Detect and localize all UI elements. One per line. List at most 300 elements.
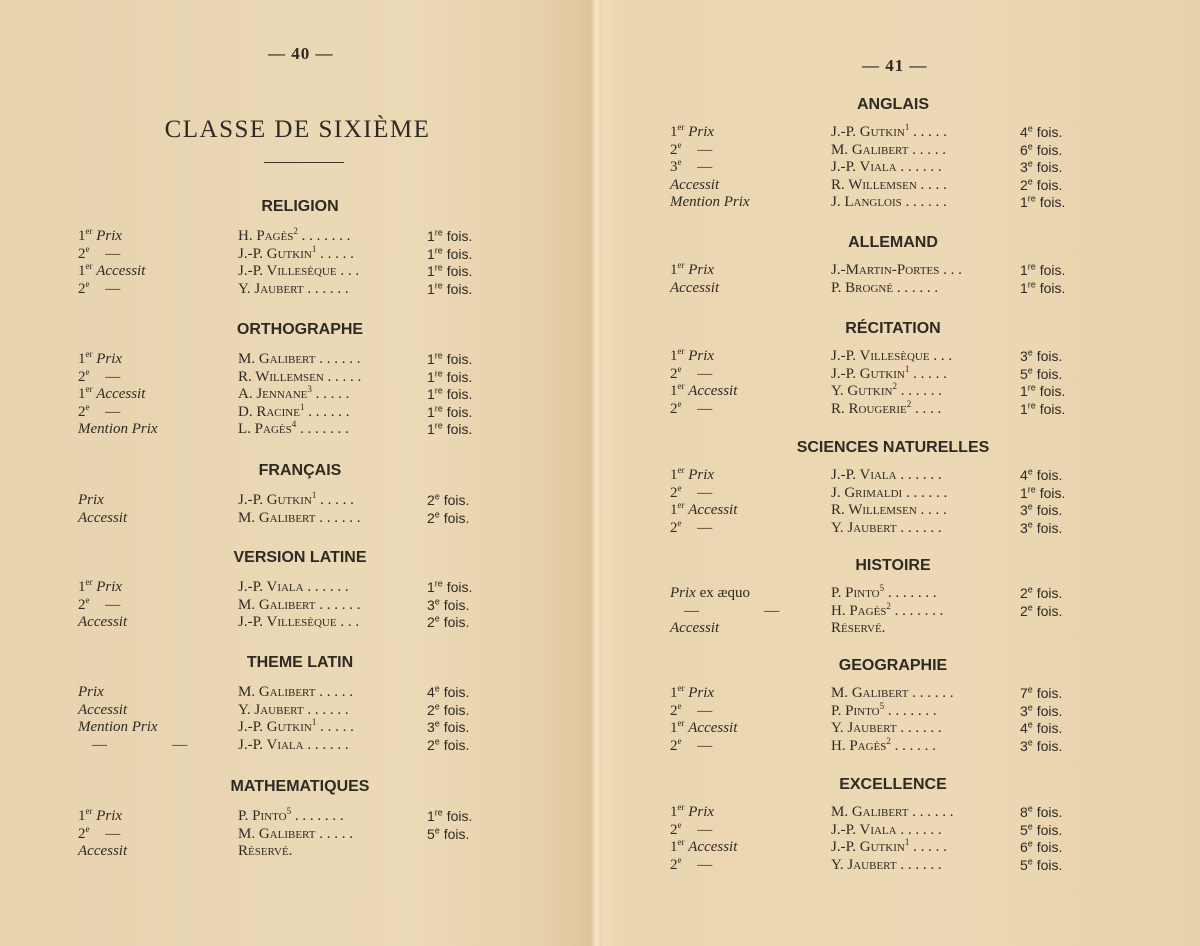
prize-row: [78, 596, 497, 614]
footnote-ref: 3: [307, 384, 312, 394]
laureate-name: [831, 261, 962, 279]
section-heading: FRANÇAIS: [258, 462, 342, 479]
prize-row: [670, 719, 1090, 737]
prize-rank: [78, 807, 122, 825]
times-suffix: e: [434, 508, 440, 519]
laureate-name: [831, 158, 942, 176]
rank-label: Accessit: [78, 701, 128, 718]
footnote-ref: 2: [293, 226, 298, 236]
laureate-name-text: J.-P. Villesèque: [238, 263, 337, 279]
laureate-name: [238, 842, 292, 860]
rank-suffix: e: [677, 139, 682, 150]
times-suffix: e: [434, 613, 440, 624]
laureate-name-text: R. Willemsen: [831, 176, 917, 193]
laureate-name-text: J.-P. Viala: [238, 736, 304, 753]
times-suffix: re: [1027, 382, 1036, 393]
times-label: fois.: [446, 386, 473, 402]
prize-rank: [670, 702, 712, 720]
rank-label: —: [697, 821, 713, 838]
prize-row: [78, 368, 497, 386]
times-awarded: [1020, 123, 1062, 141]
times-awarded: [427, 368, 472, 386]
times-number: 5: [1020, 365, 1028, 382]
rank-number: 2: [670, 737, 678, 754]
laureate-name-text: J.-P. Gutkin: [238, 245, 312, 262]
times-label: fois.: [1036, 685, 1063, 701]
times-awarded: [1020, 193, 1065, 211]
rank-label: —: [105, 368, 121, 385]
prize-rank: [670, 176, 719, 194]
times-number: 1: [427, 808, 435, 824]
times-suffix: e: [1027, 140, 1033, 151]
laureate-name: [831, 400, 941, 418]
times-suffix: e: [1027, 820, 1033, 831]
times-awarded: [1020, 365, 1062, 383]
prize-rank: [78, 403, 120, 421]
laureate-name-text: J.-P. Gutkin: [831, 365, 905, 382]
dot-leader: . . . . . .: [900, 720, 942, 736]
times-suffix: e: [1027, 364, 1033, 375]
dot-leader: . . . . . . .: [887, 585, 937, 601]
rank-number: 2: [670, 519, 678, 536]
laureate-name: [238, 736, 349, 754]
prize-rank: [670, 484, 712, 502]
times-suffix: e: [434, 491, 440, 502]
rank-number: 1: [78, 228, 86, 244]
laureate-name-text: M. Galibert: [831, 685, 909, 701]
prize-row: [78, 578, 497, 596]
footnote-ref: 1: [904, 122, 910, 132]
times-label: fois.: [446, 403, 473, 420]
laureate-name: [831, 141, 946, 159]
prize-row: [78, 842, 497, 860]
times-suffix: re: [1027, 399, 1036, 410]
times-number: 3: [1020, 502, 1028, 518]
dot-leader: . . . . . .: [307, 701, 349, 718]
rank-suffix: e: [677, 157, 682, 167]
prize-row: [670, 484, 1090, 502]
times-awarded: [427, 578, 472, 596]
dot-leader: . . . . . . .: [301, 228, 351, 244]
laureate-name-text: M. Galibert: [238, 684, 316, 700]
prize-row: [670, 702, 1090, 720]
dot-leader: . . . . . .: [308, 403, 350, 420]
rank-number: 1: [670, 685, 678, 701]
laureate-name-text: J.-P. Gutkin: [238, 492, 312, 508]
prize-row: [670, 123, 1090, 141]
rank-label: Prix: [96, 228, 123, 244]
laureate-name-text: D. Racine: [238, 403, 300, 420]
laureate-name: [238, 350, 360, 368]
times-label: fois.: [1039, 400, 1066, 417]
times-number: 1: [427, 403, 435, 420]
times-label: fois.: [446, 228, 473, 244]
laureate-name-text: M. Galibert: [831, 804, 909, 820]
times-label: fois.: [1036, 124, 1063, 140]
prize-row: [670, 684, 1090, 702]
times-awarded: [427, 825, 469, 843]
dot-leader: . . .: [340, 614, 360, 630]
laureate-name-text: Y. Jaubert: [831, 720, 897, 736]
times-number: 1: [427, 579, 435, 595]
prize-rank: [78, 683, 104, 701]
title-rule: [264, 162, 344, 163]
rank-number: 1: [78, 579, 86, 595]
rank-suffix: er: [677, 802, 685, 812]
times-awarded: [1020, 838, 1062, 856]
rank-suffix: er: [677, 718, 685, 728]
laureate-name-text: M. Galibert: [238, 509, 316, 526]
rank-suffix: e: [677, 819, 682, 830]
page-number-right: — 41 —: [862, 56, 928, 75]
rank-number: 1: [670, 720, 678, 736]
times-label: fois.: [1036, 141, 1063, 158]
rank-label: —: [697, 856, 713, 873]
rank-label: Prix: [688, 124, 715, 140]
prize-row: [670, 279, 1090, 297]
times-label: fois.: [443, 509, 470, 526]
rank-number: 1: [670, 348, 678, 364]
times-awarded: [1020, 382, 1065, 400]
laureate-name: [831, 602, 943, 620]
laureate-name: [238, 578, 349, 596]
rank-suffix: e: [85, 366, 90, 377]
times-number: 1: [427, 280, 435, 297]
dot-leader: . . . .: [920, 502, 947, 518]
laureate-name: [831, 821, 942, 839]
prize-rank: [670, 347, 714, 365]
prize-rank: [670, 382, 737, 400]
times-awarded: [1020, 584, 1062, 602]
rank-suffix: er: [677, 837, 685, 847]
rank-suffix: er: [85, 261, 93, 271]
laureate-name: [238, 385, 349, 403]
rank-label: —: [697, 484, 713, 501]
rank-suffix: e: [85, 594, 90, 605]
times-awarded: [1020, 466, 1062, 484]
times-awarded: [1020, 856, 1062, 874]
rank-label: — —: [92, 736, 188, 753]
prize-rank: [670, 158, 712, 176]
rank-suffix: e: [677, 398, 682, 409]
laureate-name-text: H. Pagès: [831, 602, 887, 619]
times-label: fois.: [1036, 159, 1063, 175]
rank-suffix: er: [85, 349, 93, 359]
dot-leader: . . . . . .: [319, 596, 361, 613]
rank-label: —: [105, 280, 121, 297]
times-suffix: e: [1027, 466, 1033, 477]
times-label: fois.: [446, 280, 473, 297]
dot-leader: . . . . . .: [912, 804, 954, 820]
laureate-name-text: M. Galibert: [831, 141, 909, 158]
dot-leader: . . . . .: [913, 839, 947, 855]
prize-rank: [78, 596, 120, 614]
prize-row: [670, 193, 1090, 211]
dot-leader: . . . . . .: [905, 484, 948, 501]
prize-rank: [670, 261, 714, 279]
laureate-name-text: M. Galibert: [238, 596, 316, 613]
times-suffix: e: [1027, 855, 1033, 866]
times-awarded: [427, 683, 469, 701]
times-label: fois.: [1036, 585, 1063, 601]
laureate-name-text: P. Pinto: [831, 585, 880, 601]
times-number: 2: [1020, 176, 1028, 193]
prize-row: [78, 701, 497, 719]
times-suffix: e: [1027, 736, 1033, 747]
section-heading: GEOGRAPHIE: [838, 657, 948, 674]
times-label: fois.: [1036, 502, 1063, 518]
times-suffix: e: [1027, 501, 1033, 512]
rank-number: 1: [78, 351, 86, 367]
section-heading: MATHEMATIQUES: [230, 778, 370, 795]
times-suffix: re: [1027, 483, 1036, 494]
section-heading: ORTHOGRAPHE: [236, 321, 364, 338]
prize-row: [670, 856, 1090, 874]
times-awarded: [427, 613, 469, 631]
rank-number: 1: [670, 467, 678, 483]
times-awarded: [427, 245, 472, 263]
rank-label: Accessit: [96, 263, 146, 279]
section-heading: EXCELLENCE: [839, 776, 947, 793]
laureate-name-text: J.-P. Viala: [831, 821, 897, 838]
dot-leader: . . . . .: [319, 825, 353, 842]
prize-rank: [670, 193, 750, 211]
rank-number: 2: [78, 596, 86, 613]
times-suffix: e: [1027, 701, 1033, 712]
rank-label: —: [105, 403, 121, 420]
times-number: 5: [427, 825, 435, 842]
prize-rank: [78, 718, 158, 736]
prize-row: [670, 619, 1090, 637]
times-suffix: re: [434, 385, 443, 396]
section-heading: VERSION LATINE: [233, 549, 367, 566]
laureate-name-text: A. Jennane: [238, 386, 308, 402]
laureate-name-text: J. Grimaldi: [831, 484, 903, 501]
rank-label: —: [697, 400, 713, 417]
laureate-name: [831, 382, 942, 400]
rank-label: —: [697, 519, 713, 536]
rank-number: 2: [670, 141, 678, 158]
rank-label: Prix: [96, 579, 123, 595]
dot-leader: . . . . . .: [307, 280, 349, 297]
dot-leader: . . . . .: [913, 124, 947, 140]
rank-label: —: [697, 702, 713, 719]
prize-row: [670, 141, 1090, 159]
prize-row: [78, 385, 497, 403]
rank-label: Prix: [688, 262, 715, 278]
prize-row: [670, 584, 1090, 602]
rank-label: Prix: [688, 804, 715, 820]
rank-number: 1: [670, 502, 678, 518]
rank-qualifier: ex æquo: [699, 585, 750, 601]
times-suffix: e: [1027, 719, 1033, 730]
rank-number: 2: [78, 368, 86, 385]
footnote-ref: 1: [311, 243, 317, 254]
prize-row: [78, 403, 497, 421]
page-title: CLASSE DE SIXIÈME: [164, 116, 431, 143]
dot-leader: . . . . . .: [900, 856, 942, 873]
dot-leader: . . . . .: [327, 368, 362, 385]
prize-row: [78, 736, 497, 754]
times-label: fois.: [1036, 467, 1063, 483]
dot-leader: . . . . . .: [319, 351, 361, 367]
times-label: fois.: [443, 701, 470, 718]
dot-leader: . . . . . .: [900, 467, 942, 483]
prize-row: [78, 683, 497, 701]
times-number: 8: [1020, 804, 1028, 820]
times-label: fois.: [1036, 821, 1063, 838]
times-suffix: e: [1027, 803, 1033, 814]
rank-suffix: e: [677, 854, 682, 865]
rank-label: Mention Prix: [78, 719, 158, 735]
times-number: 3: [1020, 519, 1028, 536]
times-suffix: re: [434, 227, 443, 238]
times-number: 1: [1020, 484, 1028, 501]
times-awarded: [1020, 400, 1065, 418]
times-label: fois.: [1036, 720, 1063, 736]
dot-leader: . . . . . .: [319, 509, 361, 526]
times-number: 1: [1020, 194, 1028, 210]
laureate-name: [831, 719, 942, 737]
prize-rank: [78, 825, 120, 843]
section-heading: HISTOIRE: [855, 557, 931, 574]
times-label: fois.: [1039, 383, 1066, 399]
laureate-name: [831, 838, 947, 856]
times-label: fois.: [443, 596, 470, 613]
prize-rank: [670, 856, 712, 874]
dot-leader: . . .: [340, 263, 360, 279]
prize-rank: [670, 279, 719, 297]
prize-rank: [670, 602, 779, 620]
laureate-name-text: M. Galibert: [238, 351, 316, 367]
dot-leader: . . . . . .: [900, 519, 942, 536]
prize-rank: [78, 245, 120, 263]
times-awarded: [1020, 261, 1065, 279]
section-heading: RÉCITATION: [845, 320, 941, 337]
prize-row: [78, 280, 497, 298]
footnote-ref: 2: [886, 735, 891, 746]
rank-label: Mention Prix: [670, 194, 750, 210]
laureate-name-text: Réservé.: [238, 843, 293, 859]
times-suffix: re: [434, 279, 443, 290]
prize-row: [78, 807, 497, 825]
rank-suffix: er: [677, 346, 685, 356]
times-label: fois.: [443, 736, 470, 753]
prize-rank: [670, 519, 712, 537]
times-suffix: e: [434, 700, 440, 711]
prize-row: [670, 466, 1090, 484]
rank-number: 2: [78, 403, 86, 420]
times-awarded: [427, 262, 472, 280]
times-label: fois.: [446, 808, 473, 824]
dot-leader: . . . . . . .: [887, 702, 937, 719]
times-suffix: re: [434, 402, 443, 413]
prize-rank: [670, 123, 714, 141]
times-number: 3: [1020, 702, 1028, 719]
laureate-name: [831, 484, 947, 502]
prize-rank: [670, 466, 714, 484]
prize-row: [78, 350, 497, 368]
laureate-name: [831, 193, 947, 211]
dot-leader: . . . .: [915, 400, 942, 417]
times-label: fois.: [443, 492, 470, 508]
prize-rank: [78, 280, 120, 298]
footnote-ref: 2: [886, 600, 891, 611]
prize-rank: [78, 842, 127, 860]
section-heading: RELIGION: [261, 198, 339, 215]
dot-leader: . . . . .: [320, 719, 354, 735]
times-awarded: [1020, 158, 1062, 176]
dot-leader: . . . . . .: [894, 737, 936, 754]
times-awarded: [427, 385, 472, 403]
times-number: 1: [427, 386, 435, 402]
rank-suffix: e: [85, 278, 90, 289]
prize-rank: [670, 501, 737, 519]
times-suffix: e: [1027, 123, 1033, 134]
rank-label: — —: [684, 602, 780, 619]
prize-rank: [670, 141, 712, 159]
rank-label: —: [105, 596, 121, 613]
laureate-name-text: R. Willemsen: [238, 368, 324, 385]
times-number: 1: [1020, 279, 1028, 296]
laureate-name-text: Y. Jaubert: [831, 856, 897, 873]
laureate-name: [238, 420, 349, 438]
dot-leader: . . . . . . .: [894, 602, 944, 619]
laureate-name: [238, 368, 361, 386]
dot-leader: . . . . . .: [307, 579, 349, 595]
prize-row: [78, 718, 497, 736]
rank-suffix: er: [85, 384, 93, 394]
times-number: 1: [427, 368, 435, 385]
footnote-ref: 1: [311, 490, 317, 500]
laureate-name: [831, 737, 936, 755]
rank-label: Accessit: [688, 839, 738, 855]
times-label: fois.: [1039, 262, 1066, 278]
times-suffix: e: [434, 718, 440, 729]
rank-number: 2: [78, 280, 86, 297]
dot-leader: . . . . .: [320, 492, 354, 508]
dot-leader: . . . . . . .: [294, 808, 344, 824]
laureate-name: [238, 718, 354, 736]
rank-label: Prix: [96, 808, 123, 824]
rank-number: 2: [670, 856, 678, 873]
times-suffix: e: [1027, 175, 1033, 186]
footnote-ref: 5: [879, 700, 885, 711]
dot-leader: . . . . . .: [900, 159, 942, 175]
prize-row: [670, 347, 1090, 365]
laureate-name: [831, 584, 937, 602]
times-awarded: [1020, 176, 1062, 194]
laureate-name: [238, 509, 360, 527]
footnote-ref: 1: [904, 363, 910, 374]
times-number: 2: [427, 736, 435, 753]
laureate-name-text: M. Galibert: [238, 825, 316, 842]
prize-row: [78, 262, 497, 280]
times-awarded: [1020, 279, 1065, 297]
prize-row: [670, 261, 1090, 279]
dot-leader: . . . . . .: [905, 194, 947, 210]
prize-row: [78, 227, 497, 245]
times-number: 4: [1020, 467, 1028, 483]
rank-suffix: e: [677, 735, 682, 746]
times-number: 1: [1020, 262, 1028, 278]
laureate-name: [831, 176, 947, 194]
dot-leader: . . . . . .: [900, 383, 942, 399]
laureate-name: [831, 347, 952, 365]
times-number: 2: [427, 701, 435, 718]
rank-number: 1: [78, 263, 86, 279]
dot-leader: . . .: [943, 262, 962, 278]
